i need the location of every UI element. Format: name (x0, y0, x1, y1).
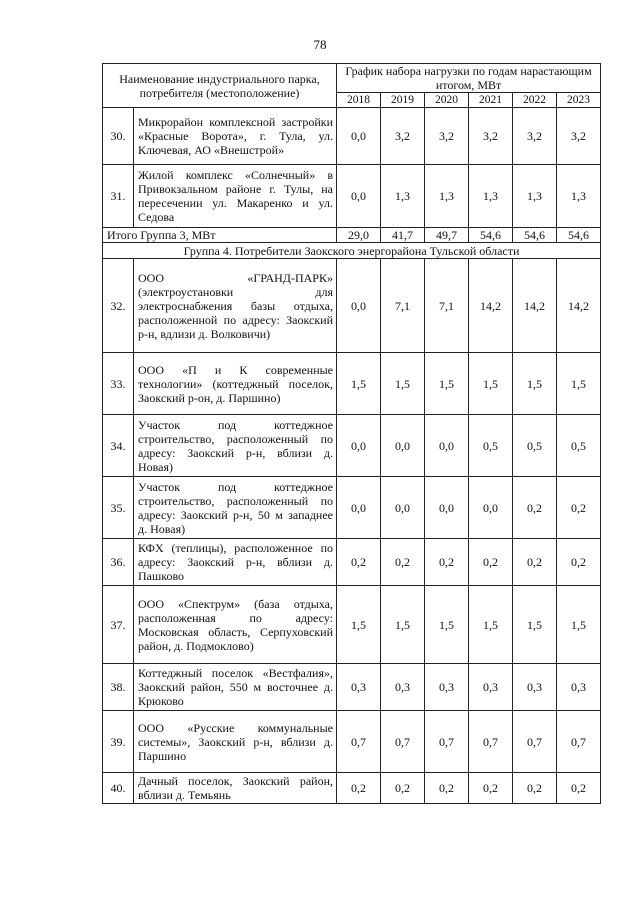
row-value: 0,2 (557, 477, 601, 539)
row-value: 0,0 (337, 415, 381, 477)
row-value: 0,0 (337, 165, 381, 228)
row-value: 0,2 (557, 773, 601, 804)
table-row (103, 353, 601, 415)
total-value: 49,7 (425, 228, 469, 243)
row-number: 40. (103, 773, 134, 804)
row-name: КФХ (теплицы), расположенное по адресу: Заокский р-н, вблизи д. Пашково (134, 539, 337, 586)
header-year: 2023 (557, 93, 601, 108)
row-name: Дачный поселок, Заокский район, вблизи д. Темьянь (134, 773, 337, 804)
row-number: 33. (103, 353, 134, 415)
row-value: 1,5 (557, 586, 601, 664)
row-value: 0,0 (425, 415, 469, 477)
row-value: 0,3 (337, 664, 381, 711)
group-title: Группа 4. Потребители Заокского энергорайона Тульской области (103, 243, 601, 259)
total-value: 54,6 (557, 228, 601, 243)
row-number: 31. (103, 165, 134, 228)
row-name: Жилой комплекс «Солнечный» в Привокзальном районе г. Тулы, на пересечении ул. Макаренко и ул. Седова (134, 165, 337, 228)
row-name: ООО «Спектрум» (база отдыха, расположенная по адресу: Московская область, Серпуховский район, д. Подмоклово) (134, 586, 337, 664)
table-row (103, 539, 601, 586)
row-value: 1,5 (425, 353, 469, 415)
row-value: 0,2 (381, 773, 425, 804)
row-name: ООО «Русские коммунальные системы», Заокский р-н, вблизи д. Паршино (134, 711, 337, 773)
table-row (103, 108, 601, 165)
row-value: 0,2 (513, 539, 557, 586)
table-row (103, 259, 601, 353)
row-name: Участок под коттеджное строительство, расположенный по адресу: Заокский р-н, вблизи д. Новая) (134, 415, 337, 477)
table-row (103, 586, 601, 664)
row-value: 1,5 (337, 353, 381, 415)
row-value: 0,2 (337, 773, 381, 804)
row-value: 0,7 (425, 711, 469, 773)
row-number: 38. (103, 664, 134, 711)
row-value: 1,5 (337, 586, 381, 664)
row-value: 0,0 (381, 477, 425, 539)
row-value: 0,0 (337, 108, 381, 165)
row-value: 0,2 (469, 539, 513, 586)
row-value: 0,7 (381, 711, 425, 773)
row-value: 3,2 (469, 108, 513, 165)
row-value: 1,3 (513, 165, 557, 228)
row-value: 3,2 (425, 108, 469, 165)
header-year: 2021 (469, 93, 513, 108)
row-value: 1,5 (557, 353, 601, 415)
row-value: 0,3 (381, 664, 425, 711)
row-value: 1,5 (469, 353, 513, 415)
row-value: 7,1 (425, 259, 469, 353)
row-number: 37. (103, 586, 134, 664)
row-value: 0,2 (381, 539, 425, 586)
row-value: 1,5 (425, 586, 469, 664)
row-value: 0,7 (337, 711, 381, 773)
group-row (103, 243, 601, 259)
row-name: Коттеджный поселок «Вестфалия», Заокский район, 550 м восточнее д. Крюково (134, 664, 337, 711)
row-value: 1,5 (381, 586, 425, 664)
row-value: 0,3 (557, 664, 601, 711)
row-value: 0,2 (425, 539, 469, 586)
total-value: 54,6 (469, 228, 513, 243)
table-row (103, 165, 601, 228)
table-body-group-4 (103, 259, 601, 804)
row-value: 3,2 (513, 108, 557, 165)
header-year: 2019 (381, 93, 425, 108)
row-value: 0,0 (469, 477, 513, 539)
row-value: 0,0 (337, 477, 381, 539)
row-value: 3,2 (381, 108, 425, 165)
row-value: 0,7 (557, 711, 601, 773)
row-value: 0,2 (425, 773, 469, 804)
row-value: 0,7 (513, 711, 557, 773)
row-value: 14,2 (469, 259, 513, 353)
row-value: 0,3 (469, 664, 513, 711)
row-value: 0,2 (557, 539, 601, 586)
row-value: 14,2 (557, 259, 601, 353)
row-value: 1,5 (513, 586, 557, 664)
row-value: 1,3 (469, 165, 513, 228)
table-row (103, 664, 601, 711)
header-year: 2022 (513, 93, 557, 108)
table-body-group-3 (103, 108, 601, 228)
row-value: 1,3 (381, 165, 425, 228)
row-number: 35. (103, 477, 134, 539)
row-value: 1,3 (425, 165, 469, 228)
row-value: 0,0 (381, 415, 425, 477)
total-value: 41,7 (381, 228, 425, 243)
row-value: 7,1 (381, 259, 425, 353)
header-name-column: Наименование индустриального парка, потребителя (местоположение) (103, 64, 337, 108)
row-name: ООО «ГРАНД-ПАРК» (электроустановки для электроснабжения базы отдыха, расположенной по адресу: Заокский р-н, вдлизи д. Волковичи) (134, 259, 337, 353)
header-year: 2018 (337, 93, 381, 108)
row-value: 0,2 (513, 773, 557, 804)
row-value: 0,0 (337, 259, 381, 353)
total-row (103, 228, 601, 243)
row-value: 0,7 (469, 711, 513, 773)
table-row (103, 711, 601, 773)
page-number: 78 (313, 37, 327, 52)
row-name: Микрорайон комплексной застройки «Красные Ворота», г. Тула, ул. Ключевая, АО «Внешстрой» (134, 108, 337, 165)
row-number: 32. (103, 259, 134, 353)
row-value: 14,2 (513, 259, 557, 353)
row-value: 0,5 (469, 415, 513, 477)
table-row (103, 415, 601, 477)
row-value: 0,2 (337, 539, 381, 586)
row-value: 1,5 (469, 586, 513, 664)
row-value: 0,3 (425, 664, 469, 711)
row-value: 1,3 (557, 165, 601, 228)
header-year: 2020 (425, 93, 469, 108)
row-value: 1,5 (381, 353, 425, 415)
row-number: 30. (103, 108, 134, 165)
row-value: 0,2 (469, 773, 513, 804)
row-name: ООО «П и К современные технологии» (коттеджный поселок, Заокский р-он, д. Паршино) (134, 353, 337, 415)
row-number: 34. (103, 415, 134, 477)
row-value: 0,5 (513, 415, 557, 477)
total-label: Итого Группа 3, МВт (103, 228, 337, 243)
row-value: 1,5 (513, 353, 557, 415)
load-schedule-table (102, 63, 601, 804)
row-value: 0,0 (425, 477, 469, 539)
row-name: Участок под коттеджное строительство, расположенный по адресу: Заокский р-н, 50 м западнее д. Новая) (134, 477, 337, 539)
row-number: 39. (103, 711, 134, 773)
table-row (103, 477, 601, 539)
row-value: 0,3 (513, 664, 557, 711)
header-schedule-column: График набора нагрузки по годам нарастающим итогом, МВт (337, 64, 601, 93)
row-value: 3,2 (557, 108, 601, 165)
total-value: 29,0 (337, 228, 381, 243)
table-row (103, 773, 601, 804)
total-value: 54,6 (513, 228, 557, 243)
row-value: 0,2 (513, 477, 557, 539)
table-body-total (103, 228, 601, 259)
row-number: 36. (103, 539, 134, 586)
row-value: 0,5 (557, 415, 601, 477)
